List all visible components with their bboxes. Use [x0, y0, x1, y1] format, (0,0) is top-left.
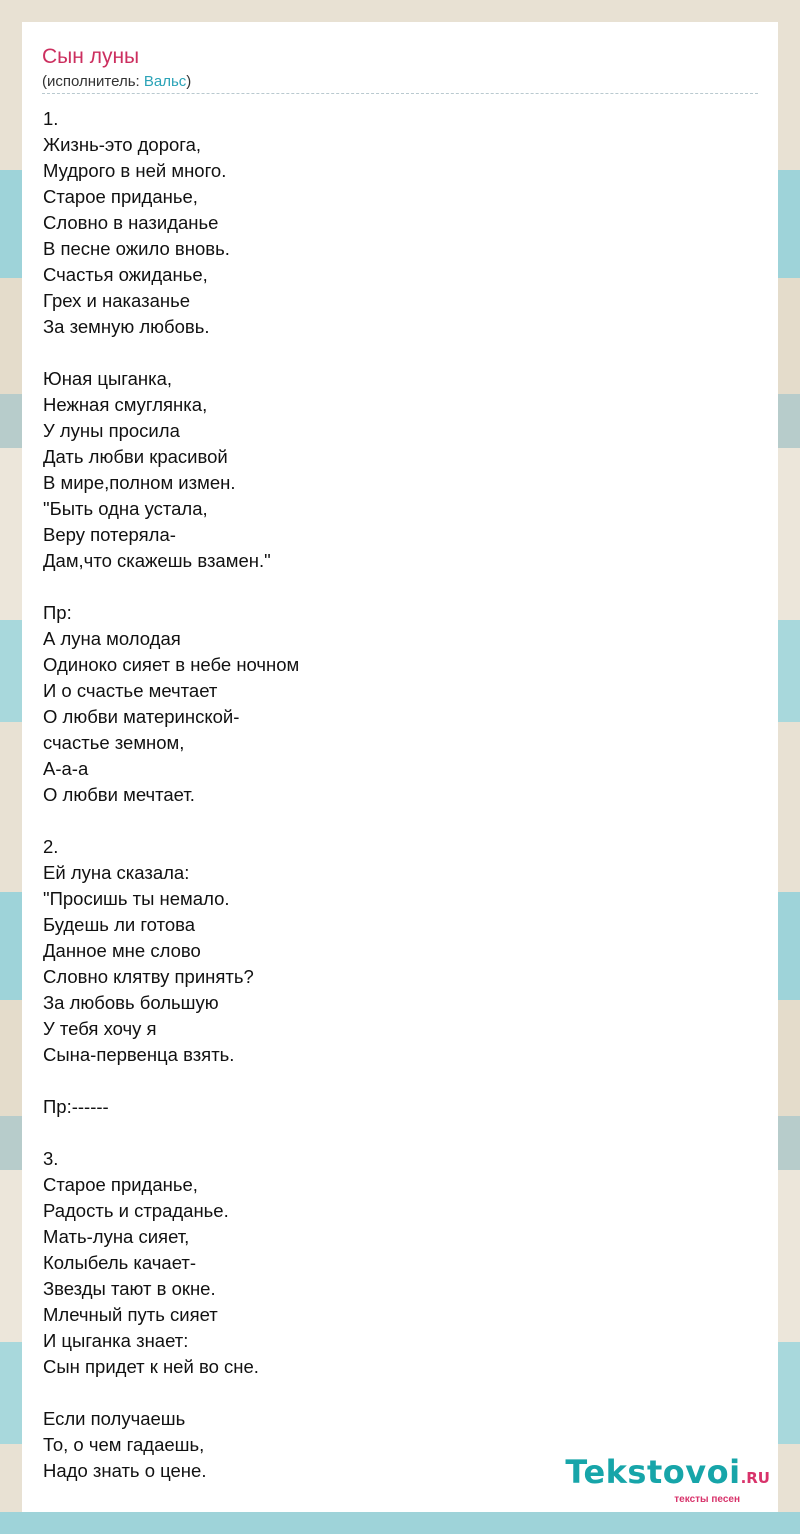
song-title: Сын луны: [42, 45, 140, 68]
logo-tld: .RU: [740, 1469, 770, 1487]
logo-tagline: тексты песен: [674, 1494, 740, 1505]
logo-name: Tekstovoi: [565, 1453, 741, 1491]
byline-suffix: ): [186, 73, 192, 90]
byline-prefix: (исполнитель:: [42, 73, 144, 90]
artist-byline: [42, 72, 191, 92]
title-divider: [42, 93, 758, 94]
logo-wordmark: [565, 1453, 770, 1494]
lyrics-card: [22, 22, 778, 1512]
artist-link[interactable]: Вальс: [143, 73, 187, 90]
site-logo[interactable]: [565, 1453, 770, 1506]
background-stripe: [0, 1512, 800, 1534]
song-lyrics: 1. Жизнь-это дорога, Мудрого в ней много. Старое приданье, Словно в назиданье В песне ожило вновь. Счастья ожиданье, Грех и наказанье За земную любовь. Юная цыганка, Нежная смуглянка, У луны просила Дать любви красивой В мире,полном измен. "Быть одна устала, Веру потеряла- Дам,что скажешь взамен." Пр: А луна молодая Одиноко сияет в небе ночном И о счастье мечтает О любви материнской- счастье земном, А-а-а О любви мечтает. 2. Ей луна сказала: "Просишь ты немало. Будешь ли готова Данное мне слово Словно клятву принять? За любовь большую У тебя хочу я Сына-первенца взять. Пр:------ 3. Старое приданье, Радость и страданье. Мать-луна сияет, Колыбель качает- Звезды тают в окне. Млечный путь сияет И цыганка знает: Сын придет к ней во сне. Если получаешь То, о чем гадаешь, Надо знать о цене.: [43, 108, 300, 1481]
